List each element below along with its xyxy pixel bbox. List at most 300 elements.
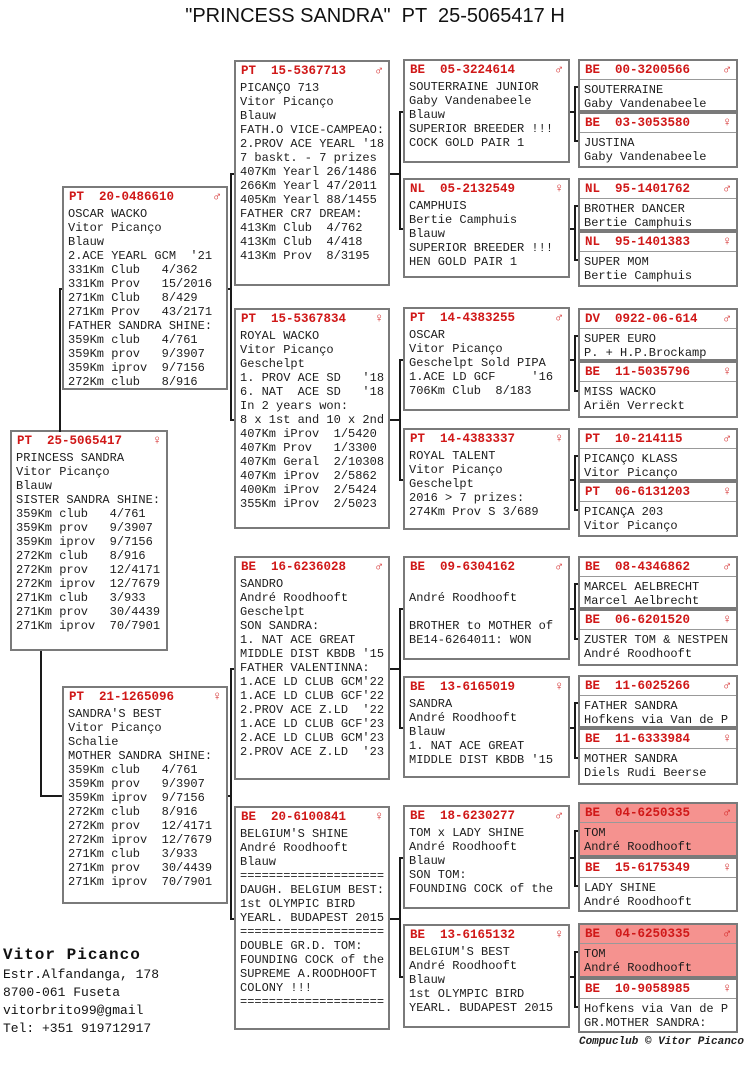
pedigree-box-father-sandra bbox=[578, 675, 738, 728]
box-line: FATHER SANDRA SHINE: bbox=[68, 319, 213, 333]
pedigree-connector bbox=[59, 288, 62, 290]
box-line: 271Km iprov 70/7901 bbox=[68, 875, 213, 889]
pedigree-connector bbox=[574, 259, 578, 261]
pedigree-box-royal-talent bbox=[403, 428, 570, 530]
ring-number: BE 04-6250335 bbox=[585, 927, 691, 941]
box-line: 271Km prov 30/4439 bbox=[16, 605, 161, 619]
box-line: 407Km Prov 1/3300 bbox=[240, 441, 377, 455]
ring-number: PT 15-5367834 bbox=[241, 312, 347, 326]
box-line: ==================== bbox=[240, 925, 385, 939]
box-line: Schalie bbox=[68, 735, 119, 749]
box-line: COLONY !!! bbox=[240, 981, 313, 995]
ring-header bbox=[580, 180, 736, 199]
box-line: 405Km Yearl 88/1455 bbox=[240, 193, 377, 207]
ring-header bbox=[405, 926, 568, 942]
box-line: 272Km club 8/916 bbox=[68, 375, 198, 389]
box-line: 271Km prov 30/4439 bbox=[68, 861, 213, 875]
ring-number: BE 09-6304162 bbox=[410, 560, 516, 574]
pedigree-box-tom-2 bbox=[578, 923, 738, 978]
pedigree-box-marcel-aelbrecht bbox=[578, 556, 738, 609]
box-line: 359Km club 4/761 bbox=[68, 333, 198, 347]
pedigree-connector bbox=[574, 583, 576, 640]
female-icon: ♀ bbox=[375, 809, 383, 824]
box-line: MIDDLE DIST KBDB '15 bbox=[409, 753, 554, 767]
pedigree-box-super-euro bbox=[578, 308, 738, 361]
pedigree-box-belgiums-best bbox=[403, 924, 570, 1028]
box-line: 1st OLYMPIC BIRD bbox=[409, 987, 525, 1001]
male-icon: ♂ bbox=[375, 63, 383, 78]
box-line: 271Km iprov 70/7901 bbox=[16, 619, 161, 633]
ring-header bbox=[580, 730, 736, 749]
pedigree-connector bbox=[230, 173, 234, 175]
box-line: 1.ACE LD CLUB GCF'23 bbox=[240, 717, 385, 731]
female-icon: ♀ bbox=[723, 612, 731, 627]
pedigree-box-sandras-best bbox=[62, 686, 228, 904]
box-line: Blauw bbox=[409, 227, 446, 241]
owner-name: Vitor Picanco bbox=[3, 946, 141, 964]
box-line: 1. PROV ACE SD '18 bbox=[240, 371, 385, 385]
ring-number: PT 25-5065417 bbox=[17, 434, 123, 448]
box-line: André Roodhooft bbox=[584, 647, 693, 661]
ring-number: PT 10-214115 bbox=[585, 432, 683, 446]
box-line: 1st OLYMPIC BIRD bbox=[240, 897, 356, 911]
box-body bbox=[405, 325, 568, 398]
box-line: André Roodhooft bbox=[584, 895, 693, 909]
pedigree-connector bbox=[230, 668, 232, 920]
pedigree-box-be-09-6304162 bbox=[403, 556, 570, 660]
ring-header bbox=[405, 309, 568, 325]
male-icon: ♂ bbox=[555, 310, 563, 325]
pedigree-box-zuster-tom bbox=[578, 609, 738, 666]
pedigree-box-sandro bbox=[234, 556, 390, 780]
pedigree-box-oscar-wacko bbox=[62, 186, 228, 390]
box-line: André Roodhooft bbox=[409, 711, 518, 725]
box-body bbox=[580, 999, 736, 1030]
box-line: Bertie Camphuis bbox=[584, 269, 693, 283]
pedigree-connector bbox=[574, 830, 576, 887]
box-line: 359Km prov 9/3907 bbox=[16, 521, 153, 535]
box-line: SUPERIOR BREEDER !!! bbox=[409, 241, 554, 255]
box-line: FOUNDING COCK of the bbox=[240, 953, 385, 967]
female-icon: ♀ bbox=[555, 927, 563, 942]
box-line: 2.PROV ACE Z.LD '22 bbox=[240, 703, 385, 717]
pedigree-connector bbox=[399, 608, 403, 610]
pedigree-connector bbox=[399, 228, 403, 230]
box-line: André Roodhooft bbox=[240, 591, 349, 605]
box-line: YEARL. BUDAPEST 2015 bbox=[240, 911, 385, 925]
box-line: Geschelpt bbox=[409, 477, 474, 491]
box-line: 331Km Club 4/362 bbox=[68, 263, 198, 277]
box-line: Vitor Picanço bbox=[68, 221, 162, 235]
box-line: OSCAR WACKO bbox=[68, 207, 148, 221]
box-body bbox=[236, 326, 388, 511]
ring-header bbox=[580, 677, 736, 696]
box-line: Gaby Vandenabeele bbox=[409, 94, 532, 108]
box-line: HEN GOLD PAIR 1 bbox=[409, 255, 518, 269]
pedigree-connector bbox=[40, 651, 42, 797]
box-body bbox=[580, 696, 736, 727]
pedigree-box-miss-wacko bbox=[578, 361, 738, 418]
box-line: 407Km iProv 1/5420 bbox=[240, 427, 377, 441]
ring-header bbox=[580, 363, 736, 382]
box-line: Blauw bbox=[409, 973, 446, 987]
box-line: André Roodhooft bbox=[409, 840, 518, 854]
box-line: 359Km iprov 9/7156 bbox=[68, 791, 205, 805]
pedigree-box-picanco-klass bbox=[578, 428, 738, 481]
box-line: PICANÇO KLASS bbox=[584, 452, 678, 466]
box-body bbox=[236, 574, 388, 759]
pedigree-connector bbox=[574, 583, 578, 585]
male-icon: ♂ bbox=[723, 62, 731, 77]
box-body bbox=[405, 196, 568, 269]
ring-header bbox=[405, 558, 568, 574]
owner-address-line1: Estr.Alfandanga, 178 bbox=[3, 967, 160, 982]
pedigree-connector bbox=[574, 335, 576, 392]
pedigree-box-tom-1 bbox=[578, 802, 738, 857]
male-icon: ♂ bbox=[375, 559, 383, 574]
ring-header bbox=[405, 430, 568, 446]
box-line: André Roodhooft bbox=[584, 840, 693, 854]
box-line: 359Km iprov 9/7156 bbox=[16, 535, 153, 549]
box-line: Geschelpt bbox=[240, 357, 305, 371]
box-line: BE14-6264011: WON bbox=[409, 633, 532, 647]
pedigree-box-oscar bbox=[403, 307, 570, 411]
male-icon: ♂ bbox=[723, 678, 731, 693]
box-line: Vitor Picanço bbox=[68, 721, 162, 735]
ring-header bbox=[580, 430, 736, 449]
ring-header bbox=[580, 310, 736, 329]
male-icon: ♂ bbox=[723, 181, 731, 196]
box-line: 413Km Club 4/418 bbox=[240, 235, 363, 249]
box-line: André Roodhooft bbox=[409, 959, 518, 973]
box-body bbox=[580, 502, 736, 533]
pedigree-connector bbox=[399, 111, 401, 230]
box-line: 331Km Prov 15/2016 bbox=[68, 277, 213, 291]
box-line: 266Km Yearl 47/2011 bbox=[240, 179, 377, 193]
box-line: SANDRA bbox=[409, 697, 453, 711]
box-line: 359Km prov 9/3907 bbox=[68, 347, 205, 361]
pedigree-connector bbox=[574, 702, 576, 759]
box-line: Vitor Picanço bbox=[240, 343, 334, 357]
box-line: MOTHER SANDRA SHINE: bbox=[68, 749, 213, 763]
box-line: Geschelpt Sold PIPA bbox=[409, 356, 546, 370]
ring-number: PT 14-4383255 bbox=[410, 311, 516, 325]
box-line: 7 baskt. - 7 prizes bbox=[240, 151, 377, 165]
box-body bbox=[580, 449, 736, 480]
box-line: 2.ACE YEARL GCM '21 bbox=[68, 249, 213, 263]
box-line bbox=[409, 577, 564, 591]
female-icon: ♀ bbox=[555, 431, 563, 446]
box-line: SISTER SANDRA SHINE: bbox=[16, 493, 161, 507]
ring-number: BE 13-6165132 bbox=[410, 928, 516, 942]
box-line: Bertie Camphuis bbox=[584, 216, 693, 230]
owner-address-line2: 8700-061 Fuseta bbox=[3, 985, 121, 1000]
female-icon: ♀ bbox=[723, 981, 731, 996]
box-line: Vitor Picanço bbox=[240, 95, 334, 109]
pedigree-connector bbox=[574, 1006, 578, 1008]
box-line: Blauw bbox=[68, 235, 105, 249]
box-line: 407Km Yearl 26/1486 bbox=[240, 165, 377, 179]
box-line: MIDDLE DIST KBDB '15 bbox=[240, 647, 385, 661]
female-icon: ♀ bbox=[723, 364, 731, 379]
box-line: Vitor Picanço bbox=[584, 466, 678, 480]
box-line: 407Km iProv 2/5862 bbox=[240, 469, 377, 483]
box-line: Vitor Picanço bbox=[409, 463, 503, 477]
box-line: André Roodhooft bbox=[584, 961, 693, 975]
pedigree-connector bbox=[399, 111, 403, 113]
box-line: 706Km Club 8/183 bbox=[409, 384, 532, 398]
female-icon: ♀ bbox=[213, 689, 221, 704]
box-line: FATHER SANDRA bbox=[584, 699, 678, 713]
box-line: 271Km club 3/933 bbox=[16, 591, 146, 605]
pedigree-box-super-mom bbox=[578, 231, 738, 287]
male-icon: ♂ bbox=[723, 805, 731, 820]
ring-number: PT 21-1265096 bbox=[69, 690, 175, 704]
pedigree-box-be-10-9058985 bbox=[578, 978, 738, 1033]
ring-header bbox=[580, 61, 736, 80]
box-line: Vitor Picanço bbox=[16, 465, 110, 479]
ring-header bbox=[580, 925, 736, 944]
box-line: Blauw bbox=[409, 854, 446, 868]
box-line: TOM x LADY SHINE bbox=[409, 826, 525, 840]
box-body bbox=[580, 252, 736, 283]
ring-number: NL 95-1401383 bbox=[585, 235, 691, 249]
pedigree-connector bbox=[574, 951, 576, 1008]
box-line: SUPER EURO bbox=[584, 332, 657, 346]
pedigree-connector bbox=[59, 288, 61, 432]
box-line: Marcel Aelbrecht bbox=[584, 594, 700, 608]
ring-number: BE 11-6025266 bbox=[585, 679, 691, 693]
pedigree-box-mother-sandra bbox=[578, 728, 738, 785]
ring-header bbox=[580, 859, 736, 878]
box-line: BROTHER DANCER bbox=[584, 202, 685, 216]
box-line: 359Km club 4/761 bbox=[16, 507, 146, 521]
page-title: "PRINCESS SANDRA" PT 25-5065417 H bbox=[185, 5, 565, 27]
box-line: Geschelpt bbox=[240, 605, 305, 619]
box-body bbox=[580, 577, 736, 608]
female-icon: ♀ bbox=[723, 484, 731, 499]
pedigree-connector bbox=[230, 668, 234, 670]
male-icon: ♂ bbox=[555, 62, 563, 77]
box-body bbox=[580, 133, 736, 164]
box-line: 2.PROV ACE YEARL '18 bbox=[240, 137, 385, 151]
box-line: In 2 years won: bbox=[240, 399, 349, 413]
ring-header bbox=[580, 233, 736, 252]
box-body bbox=[580, 823, 736, 854]
box-body bbox=[580, 749, 736, 780]
ring-number: BE 05-3224614 bbox=[410, 63, 516, 77]
box-line: Blauw bbox=[16, 479, 53, 493]
box-line: 272Km iprov 12/7679 bbox=[68, 833, 213, 847]
box-body bbox=[580, 80, 736, 111]
box-line: Bertie Camphuis bbox=[409, 213, 518, 227]
box-body bbox=[236, 824, 388, 1009]
box-line: Blauw bbox=[240, 855, 277, 869]
box-line: André Roodhooft bbox=[409, 591, 518, 605]
compuclub-credit: Compuclub © Vitor Picanco bbox=[578, 1036, 744, 1048]
pedigree-connector bbox=[399, 359, 403, 361]
pedigree-connector bbox=[574, 140, 578, 142]
pedigree-connector bbox=[230, 918, 234, 920]
box-line: ZUSTER TOM & NESTPEN bbox=[584, 633, 729, 647]
box-line: Gaby Vandenabeele bbox=[584, 150, 707, 164]
box-line: PICANÇA 203 bbox=[584, 505, 664, 519]
pedigree-connector bbox=[230, 419, 234, 421]
pedigree-box-souterraine bbox=[578, 59, 738, 112]
box-line: 359Km club 4/761 bbox=[68, 763, 198, 777]
pedigree-box-royal-wacko bbox=[234, 308, 390, 529]
box-line: FATHER VALENTINNA: bbox=[240, 661, 370, 675]
box-line: JUSTINA bbox=[584, 136, 635, 150]
box-line: ROYAL WACKO bbox=[240, 329, 320, 343]
box-line: FATH.O VICE-CAMPEAO: bbox=[240, 123, 385, 137]
box-line: Hofkens via Van de P bbox=[584, 713, 729, 727]
box-line: Blauw bbox=[240, 109, 277, 123]
ring-header bbox=[405, 807, 568, 823]
box-line: 271Km club 3/933 bbox=[68, 847, 198, 861]
box-line: 2.ACE LD CLUB GCM'23 bbox=[240, 731, 385, 745]
ring-number: NL 05-2132549 bbox=[410, 182, 516, 196]
box-line: 8 x 1st and 10 x 2nd bbox=[240, 413, 385, 427]
box-line: BELGIUM'S SHINE bbox=[240, 827, 349, 841]
pedigree-box-justina bbox=[578, 112, 738, 168]
box-line: COCK GOLD PAIR 1 bbox=[409, 136, 525, 150]
ring-number: BE 13-6165019 bbox=[410, 680, 516, 694]
pedigree-connector bbox=[399, 479, 403, 481]
pedigree-connector bbox=[574, 205, 578, 207]
box-line: 1. NAT ACE GREAT bbox=[409, 739, 525, 753]
ring-number: BE 00-3200566 bbox=[585, 63, 691, 77]
box-line: 271Km Prov 43/2171 bbox=[68, 305, 213, 319]
pedigree-box-brother-dancer bbox=[578, 178, 738, 231]
box-line: SUPREME A.ROODHOOFT bbox=[240, 967, 377, 981]
box-body bbox=[405, 694, 568, 767]
box-line: 1.ACE LD CLUB GCM'22 bbox=[240, 675, 385, 689]
box-line: 272Km prov 12/4171 bbox=[16, 563, 161, 577]
ring-number: BE 08-4346862 bbox=[585, 560, 691, 574]
box-line: 271Km Club 8/429 bbox=[68, 291, 198, 305]
pedigree-connector bbox=[574, 86, 578, 88]
ring-number: PT 20-0486610 bbox=[69, 190, 175, 204]
owner-phone: Tel: +351 919712917 bbox=[3, 1021, 152, 1036]
ring-header bbox=[236, 808, 388, 824]
box-line: SUPER MOM bbox=[584, 255, 649, 269]
pedigree-connector bbox=[574, 830, 578, 832]
box-line: ==================== bbox=[240, 995, 385, 1009]
female-icon: ♀ bbox=[375, 311, 383, 326]
pedigree-connector bbox=[399, 359, 401, 481]
box-line: 272Km prov 12/4171 bbox=[68, 819, 213, 833]
box-line: PRINCESS SANDRA bbox=[16, 451, 125, 465]
box-line: 400Km iProv 2/5424 bbox=[240, 483, 377, 497]
box-line: TOM bbox=[584, 826, 606, 840]
box-line: 413Km Club 4/762 bbox=[240, 221, 363, 235]
box-line: 2016 > 7 prizes: bbox=[409, 491, 525, 505]
ring-header bbox=[405, 180, 568, 196]
ring-number: BE 20-6100841 bbox=[241, 810, 347, 824]
ring-number: PT 06-6131203 bbox=[585, 485, 691, 499]
ring-number: BE 15-6175349 bbox=[585, 861, 691, 875]
box-line: MARCEL AELBRECHT bbox=[584, 580, 700, 594]
male-icon: ♂ bbox=[723, 431, 731, 446]
box-line: GR.MOTHER SANDRA: bbox=[584, 1016, 707, 1030]
ring-number: BE 11-6333984 bbox=[585, 732, 691, 746]
pedigree-connector bbox=[399, 976, 403, 978]
box-line: Diels Rudi Beerse bbox=[584, 766, 707, 780]
pedigree-box-lady-shine bbox=[578, 857, 738, 912]
pedigree-connector bbox=[40, 795, 62, 797]
box-line: OSCAR bbox=[409, 328, 446, 342]
pedigree-box-tom-x-lady-shine bbox=[403, 805, 570, 909]
box-line: Vitor Picanço bbox=[584, 519, 678, 533]
box-body bbox=[64, 704, 226, 889]
pedigree-box-picanca-203 bbox=[578, 481, 738, 537]
box-line: LADY SHINE bbox=[584, 881, 657, 895]
box-line: SOUTERRAINE bbox=[584, 83, 664, 97]
ring-header bbox=[236, 310, 388, 326]
female-icon: ♀ bbox=[723, 731, 731, 746]
male-icon: ♂ bbox=[555, 808, 563, 823]
ring-header bbox=[405, 61, 568, 77]
box-line: 2.PROV ACE Z.LD '23 bbox=[240, 745, 385, 759]
ring-number: NL 95-1401762 bbox=[585, 182, 691, 196]
box-line: Hofkens via Van de P bbox=[584, 1002, 729, 1016]
box-body bbox=[405, 77, 568, 150]
box-line bbox=[409, 605, 564, 619]
ring-number: BE 16-6236028 bbox=[241, 560, 347, 574]
box-line: PICANÇO 713 bbox=[240, 81, 320, 95]
pedigree-connector bbox=[574, 390, 578, 392]
pedigree-connector bbox=[574, 86, 576, 142]
box-line: 272Km club 8/916 bbox=[16, 549, 146, 563]
ring-header bbox=[236, 558, 388, 574]
box-line: SOUTERRAINE JUNIOR bbox=[409, 80, 539, 94]
box-line: FATHER CR7 DREAM: bbox=[240, 207, 363, 221]
box-body bbox=[580, 329, 736, 360]
box-line: 413Km Prov 8/3195 bbox=[240, 249, 370, 263]
box-line: DOUBLE GR.D. TOM: bbox=[240, 939, 363, 953]
box-line: 1.ACE LD GCF '16 bbox=[409, 370, 554, 384]
pedigree-connector bbox=[399, 727, 403, 729]
ring-number: BE 03-3053580 bbox=[585, 116, 691, 130]
ring-header bbox=[12, 432, 166, 448]
box-line: Vitor Picanço bbox=[409, 342, 503, 356]
box-line: Gaby Vandenabeele bbox=[584, 97, 707, 111]
box-body bbox=[580, 382, 736, 413]
box-line: CAMPHUIS bbox=[409, 199, 467, 213]
box-line: FOUNDING COCK of the bbox=[409, 882, 554, 896]
ring-number: BE 10-9058985 bbox=[585, 982, 691, 996]
ring-number: DV 0922-06-614 bbox=[585, 312, 698, 326]
box-line: SANDRA'S BEST bbox=[68, 707, 162, 721]
box-line: P. + H.P.Brockamp bbox=[584, 346, 707, 360]
box-body bbox=[405, 823, 568, 896]
box-body bbox=[580, 944, 736, 975]
box-body bbox=[236, 78, 388, 263]
male-icon: ♂ bbox=[723, 926, 731, 941]
box-line: YEARL. BUDAPEST 2015 bbox=[409, 1001, 554, 1015]
pedigree-box-princess-sandra bbox=[10, 430, 168, 651]
pedigree-connector bbox=[574, 455, 576, 511]
box-body bbox=[405, 942, 568, 1015]
box-line: 1. NAT ACE GREAT bbox=[240, 633, 356, 647]
box-line: SON SANDRA: bbox=[240, 619, 320, 633]
ring-header bbox=[64, 688, 226, 704]
box-body bbox=[580, 878, 736, 909]
ring-header bbox=[64, 188, 226, 204]
female-icon: ♀ bbox=[723, 115, 731, 130]
female-icon: ♀ bbox=[555, 679, 563, 694]
